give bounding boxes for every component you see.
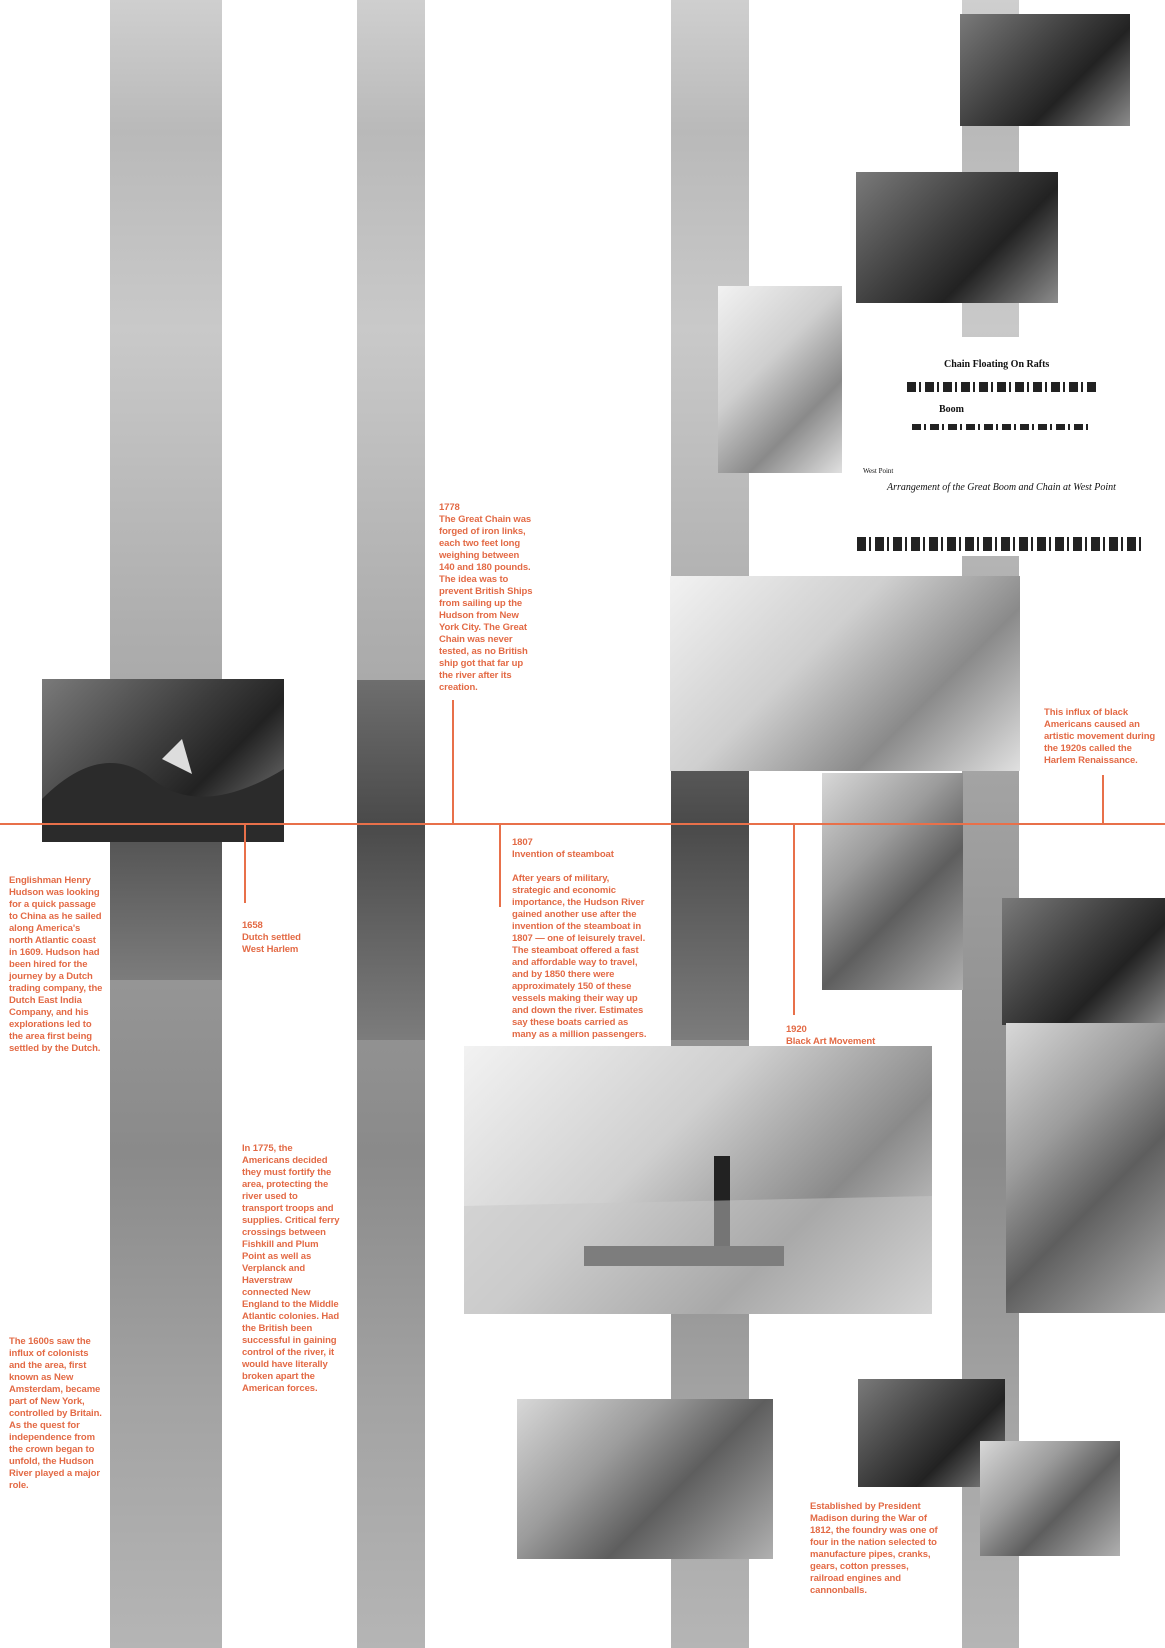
boom xyxy=(912,424,1092,430)
west-point-label: West Point xyxy=(863,467,894,475)
hudson-intro-text: Englishman Henry Hudson was looking for a quick passage to China as he sailed along America's north Atlantic coast in 1609. Hudson had been hired for the journey by a Dutch trading company, the Dutch East India Company, and his explorations led to the area first being settled by the Dutch. xyxy=(9,875,103,1054)
date-1658: 1658 xyxy=(242,920,263,931)
diagram-caption: Arrangement of the Great Boom and Chain at West Point xyxy=(887,482,1116,493)
chain-on-rafts xyxy=(907,382,1097,392)
waterfront-aerial-photo xyxy=(517,1399,773,1559)
event-1658 xyxy=(242,920,342,956)
harlem-group-photo xyxy=(1002,898,1165,1025)
colonists-text: The 1600s saw the influx of colonists and the area, first known as New Amsterdam, became part of New York, controlled by Britain. As the quest for independence from the crown began to unfold, the Hudson River played a major role. xyxy=(9,1336,102,1491)
river-steamer-photo xyxy=(1006,1023,1165,1313)
chain-floating-label: Chain Floating On Rafts xyxy=(944,359,1050,370)
stormy-sea-painting xyxy=(42,679,284,842)
event-1920 xyxy=(786,1024,906,1048)
event-1807-label: Invention of steamboat xyxy=(512,849,614,860)
harlem-women-photo xyxy=(822,773,963,990)
immigrant-ship-photo xyxy=(856,172,1058,303)
foundry-text: Established by President Madison during the War of 1812, the foundry was one of four in the nation selected to manufacture pipes, cranks, gears, cotton presses, railroad engines and cannonballs. xyxy=(810,1501,938,1596)
boom-label: Boom xyxy=(939,404,964,415)
pilgrims-landing-engraving xyxy=(960,14,1130,126)
immigrant-portrait-photo xyxy=(718,286,842,473)
tick-1658 xyxy=(244,825,246,903)
tick-1920 xyxy=(793,825,795,1015)
date-1920: 1920 xyxy=(786,1024,807,1035)
fortify-1775-text: In 1775, the Americans decided they must fortify the area, protecting the river used to transport troops and supplies. Critical ferry crossings between Fishkill and Plum Point as well as Verplanck and Haverstraw connected New England to the Middle Atlantic colonies. Had the British been successful in gaining control of the river, it would have literally broken apart the American forces. xyxy=(242,1143,340,1394)
tick-1807 xyxy=(499,825,501,907)
timeline-axis xyxy=(0,823,1165,825)
chain-links xyxy=(857,537,1142,551)
tick-harlem xyxy=(1102,775,1104,823)
event-1807 xyxy=(512,837,647,1041)
event-1658-label: Dutch settled West Harlem xyxy=(242,932,301,955)
event-1778 xyxy=(439,502,539,694)
date-1807: 1807 xyxy=(512,837,533,848)
tick-1778 xyxy=(452,700,454,823)
steamboat-engraving xyxy=(464,1046,932,1314)
event-1920-label: Black Art Movement xyxy=(786,1036,876,1047)
harlem-renaissance-text: This influx of black Americans caused an artistic movement during the 1920s called the Harlem Renaissance. xyxy=(1044,707,1156,766)
steamboat-text: After years of military, strategic and economic importance, the Hudson River gained another use after the invention of the steamboat in 1807 — one of leisurely travel. The steamboat offered a fast and affordable way to travel, and by 1850 there were approximately 150 of these vessels making their way up and down the river. Estimates say these boats carried as many as a million passengers. xyxy=(512,873,647,1040)
chain-crew-illustration xyxy=(670,576,1020,771)
great-chain-diagram xyxy=(857,337,1142,556)
date-1778: 1778 xyxy=(439,502,460,513)
great-chain-text: The Great Chain was forged of iron links, each two feet long weighing between 140 and 180 pounds. The idea was to prevent British Ships from sailing up the Hudson from New York City. The Great Chain was never tested, as no British ship got that far up the river after its creation. xyxy=(439,514,533,693)
bridge-photo xyxy=(980,1441,1120,1556)
